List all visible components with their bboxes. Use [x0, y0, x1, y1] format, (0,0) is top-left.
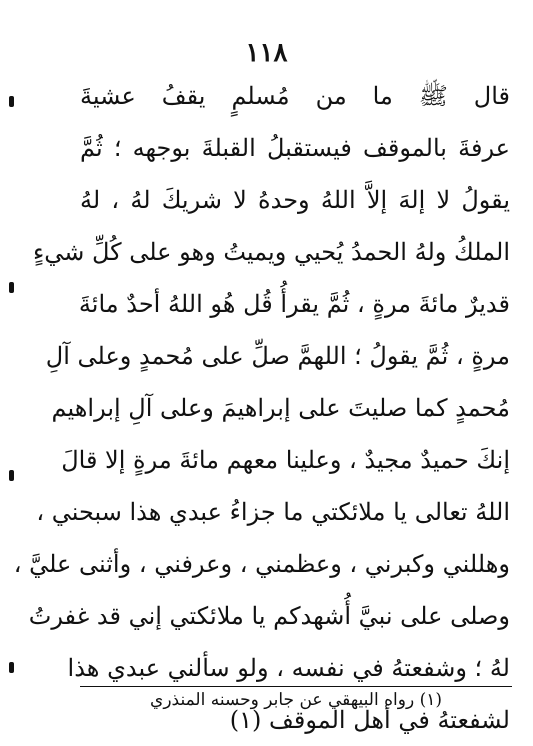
- text-line: إنكَ حميدٌ مجيدٌ ، وعلينا معهم مائةَ مرةٍ إلا قالَ: [61, 446, 510, 474]
- text-line: مُحمدٍ كما صليتَ على إبراهيمَ وعلى آلِ إبراهيم: [51, 394, 510, 422]
- binding-hole-mark: [9, 662, 14, 673]
- text-line: عرفةَ بالموقف فيستقبلُ القبلةَ بوجهه ؛ ثُمَّ: [80, 134, 510, 162]
- binding-hole-mark: [9, 470, 14, 481]
- text-line: الملكُ ولهُ الحمدُ يُحيي ويميتُ وهو على كُلِّ شيءٍ: [32, 238, 510, 266]
- body-text: [13, 70, 510, 746]
- text-line: قال ﷺ ما من مُسلمٍ يقفُ عشيةَ: [80, 82, 510, 110]
- text-line: قديرٌ مائةَ مرةٍ ، ثُمَّ يقرأُ قُل هُو اللهُ أحدٌ مائةَ: [78, 290, 510, 318]
- footnote-divider: [80, 686, 512, 687]
- text-line: لشفعتهُ في أهل الموقف (١): [229, 706, 510, 734]
- binding-hole-mark: [9, 96, 14, 107]
- footnote: (١) رواه البيهقي عن جابر وحسنه المنذري: [150, 690, 442, 710]
- text-line: وصلى على نبيَّ أُشهدكم يا ملائكتي إني قد غفرتُ: [28, 602, 510, 630]
- text-line: وهللني وكبرني ، وعظمني ، وعرفني ، وأثنى عليَّ ،: [13, 550, 510, 578]
- page-number: ١١٨: [245, 38, 288, 68]
- binding-hole-mark: [9, 282, 14, 293]
- text-line: لهُ ؛ وشفعتهُ في نفسه ، ولو سألني عبدي هذا: [67, 654, 510, 682]
- text-line: مرةٍ ، ثُمَّ يقولُ ؛ اللهمَّ صلِّ على مُحمدٍ وعلى آلِ: [45, 342, 510, 370]
- text-line: يقولُ لا إلهَ إلاَّ اللهُ وحدهُ لا شريكَ لهُ ، لهُ: [80, 186, 510, 214]
- text-line: اللهُ تعالى يا ملائكتي ما جزاءُ عبدي هذا سبحني ،: [36, 498, 510, 526]
